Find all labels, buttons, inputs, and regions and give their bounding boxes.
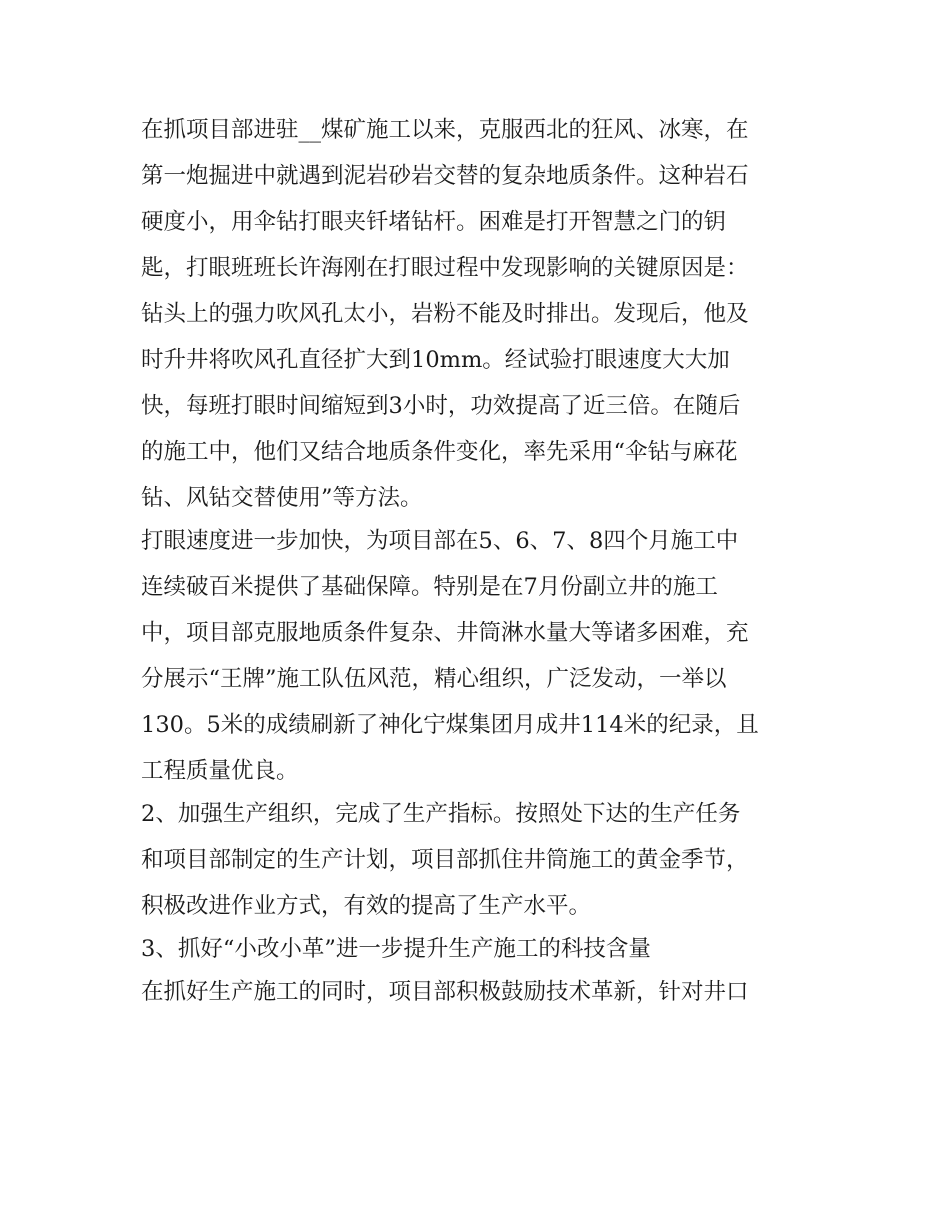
paragraph-line: 的施工中，他们又结合地质条件变化，率先采用“伞钻与麻花	[141, 439, 738, 465]
paragraph-line: 3、抓好“小改小革”进一步提升生产施工的科技含量	[141, 936, 651, 962]
paragraph-line: 快，每班打眼时间缩短到3小时，功效提高了近三倍。在随后	[141, 393, 741, 419]
paragraph-line: 钻头上的强力吹风孔太小，岩粉不能及时排出。发现后，他及	[141, 301, 749, 327]
paragraph-line: 130。5米的成绩刷新了神化宁煤集团月成井114米的纪录，且	[141, 712, 759, 738]
document-body	[141, 107, 821, 1015]
paragraph-line: 钻、风钻交替使用”等方法。	[141, 485, 423, 511]
paragraph-line: 在抓项目部进驻__煤矿施工以来，克服西北的狂风、冰寒，在	[141, 117, 749, 143]
paragraph-line: 匙，打眼班班长许海刚在打眼过程中发现影响的关键原因是：	[141, 255, 749, 281]
paragraph-line: 分展示“王牌”施工队伍风范，精心组织，广泛发动，一举以	[141, 666, 727, 692]
paragraph-line: 积极改进作业方式，有效的提高了生产水平。	[141, 893, 592, 919]
paragraph-line: 工程质量优良。	[141, 758, 299, 784]
paragraph-line: 硬度小，用伞钻打眼夹钎堵钻杆。困难是打开智慧之门的钥	[141, 209, 727, 235]
paragraph-line: 连续破百米提供了基础保障。特别是在7月份副立井的施工	[141, 574, 718, 600]
paragraph-line: 在抓好生产施工的同时，项目部积极鼓励技术革新，针对井口	[141, 979, 749, 1005]
paragraph-line: 中，项目部克服地质条件复杂、井筒淋水量大等诸多困难，充	[141, 620, 749, 646]
paragraph-line: 打眼速度进一步加快，为项目部在5、6、7、8四个月施工中	[141, 528, 739, 554]
paragraph-line: 时升井将吹风孔直径扩大到10mm。经试验打眼速度大大加	[141, 347, 730, 373]
paragraph-line: 和项目部制定的生产计划，项目部抓住井筒施工的黄金季节，	[141, 847, 749, 873]
paragraph-line: 第一炮掘进中就遇到泥岩砂岩交替的复杂地质条件。这种岩石	[141, 163, 749, 189]
paragraph-line: 2、加强生产组织，完成了生产指标。按照处下达的生产任务	[141, 801, 741, 827]
